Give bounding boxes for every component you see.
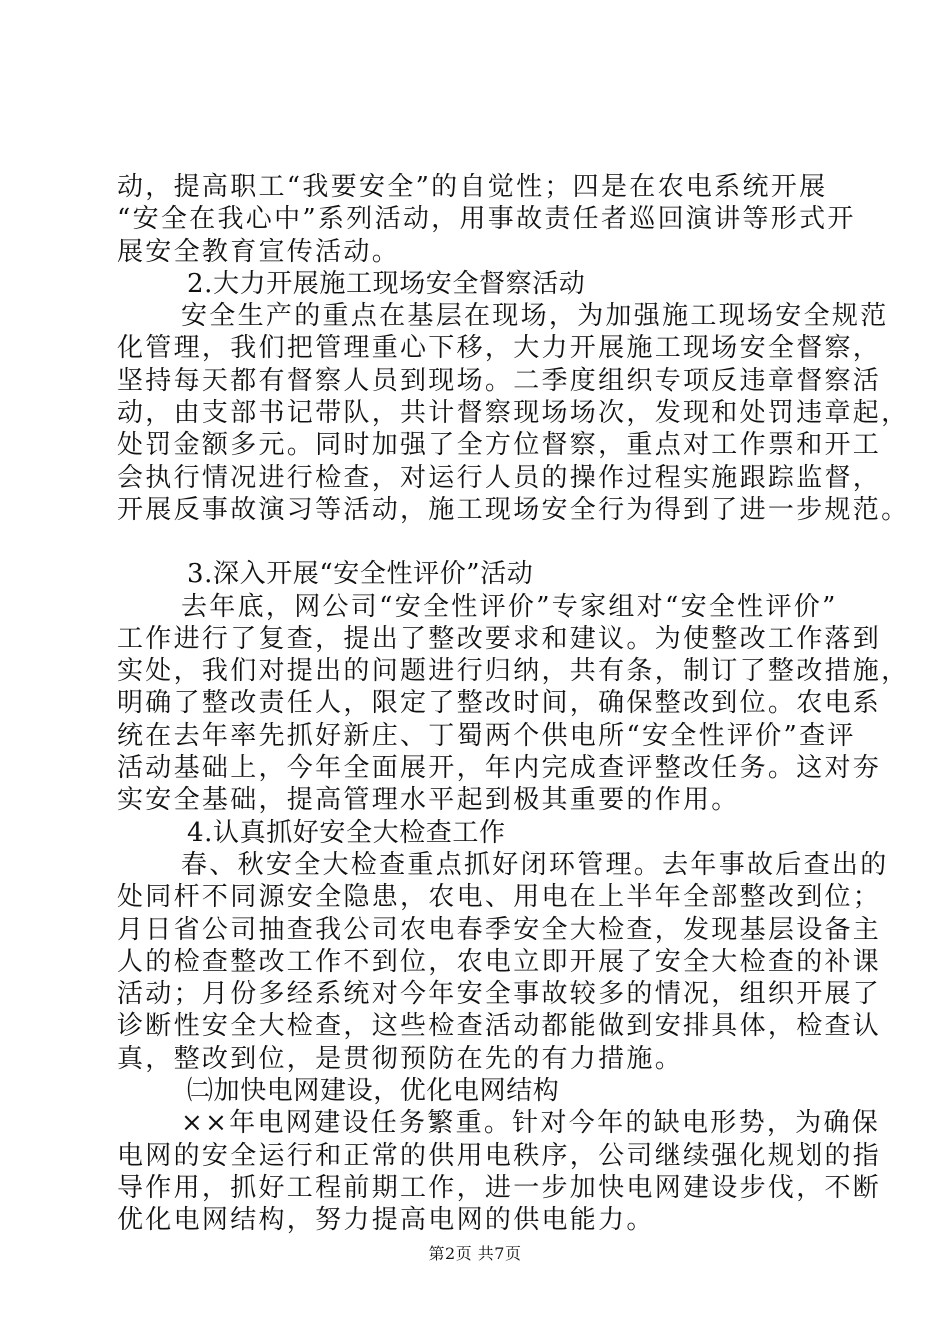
section-heading: 3.深入开展“安全性评价”活动 xyxy=(187,559,534,590)
paragraph-line: 活动；月份多经系统对今年安全事故较多的情况，组织开展了 xyxy=(117,979,882,1010)
section-heading: ㈡加快电网建设，优化电网结构 xyxy=(187,1076,560,1107)
paragraph-line: 动，由支部书记带队，共计督察现场场次，发现和处罚违章起， xyxy=(117,398,910,429)
paragraph-line: 展安全教育宣传活动。 xyxy=(117,236,401,267)
page-number-footer: 第2页 共7页 xyxy=(428,1244,522,1263)
paragraph-line: 真，整改到位，是贯彻预防在先的有力措施。 xyxy=(117,1043,684,1074)
paragraph-line: 实安全基础，提高管理水平起到极其重要的作用。 xyxy=(117,785,740,816)
section-heading: 4.认真抓好安全大检查工作 xyxy=(187,817,506,848)
paragraph-line: 明确了整改责任人，限定了整改时间，确保整改到位。农电系 xyxy=(117,688,882,719)
paragraph-line: 活动基础上，今年全面展开，年内完成查评整改任务。这对夯 xyxy=(117,753,882,784)
paragraph-line: 坚持每天都有督察人员到现场。二季度组织专项反违章督察活 xyxy=(117,365,882,396)
paragraph-line: 工作进行了复查，提出了整改要求和建议。为使整改工作落到 xyxy=(117,623,882,654)
paragraph-line: 月日省公司抽查我公司农电春季安全大检查，发现基层设备主 xyxy=(117,914,882,945)
section-heading: 2.大力开展施工现场安全督察活动 xyxy=(187,268,586,299)
paragraph-line: 会执行情况进行检查，对运行人员的操作过程实施跟踪监督， xyxy=(117,462,882,493)
paragraph-line: 导作用，抓好工程前期工作，进一步加快电网建设步伐，不断 xyxy=(117,1172,882,1203)
paragraph-line: 优化电网结构，努力提高电网的供电能力。 xyxy=(117,1205,655,1236)
paragraph-line: 春、秋安全大检查重点抓好闭环管理。去年事故后查出的 xyxy=(181,849,889,880)
paragraph-line: 安全生产的重点在基层在现场，为加强施工现场安全规范 xyxy=(181,301,889,332)
paragraph-line: 实处，我们对提出的问题进行归纳，共有条，制订了整改措施， xyxy=(117,656,910,687)
paragraph-line: 处罚金额多元。同时加强了全方位督察，重点对工作票和开工 xyxy=(117,430,882,461)
paragraph-line: 开展反事故演习等活动，施工现场安全行为得到了进一步规范。 xyxy=(117,494,910,525)
paragraph-line: 动，提高职工“我要安全”的自觉性；四是在农电系统开展 xyxy=(117,172,828,202)
paragraph-line: 去年底，网公司“安全性评价”专家组对“安全性评价” xyxy=(181,591,838,622)
paragraph-line: 诊断性安全大检查，这些检查活动都能做到安排具体，检查认 xyxy=(117,1011,882,1042)
paragraph-line: ××年电网建设任务繁重。针对今年的缺电形势，为确保 xyxy=(181,1108,881,1139)
paragraph-line: 统在去年率先抓好新庄、丁蜀两个供电所“安全性评价”查评 xyxy=(117,720,856,751)
document-body xyxy=(117,171,910,1237)
paragraph-line: 处同杆不同源安全隐患，农电、用电在上半年全部整改到位； xyxy=(117,882,882,913)
blank-line xyxy=(117,526,837,558)
paragraph-line: “安全在我心中”系列活动，用事故责任者巡回演讲等形式开 xyxy=(117,204,856,235)
paragraph-line: 化管理，我们把管理重心下移，大力开展施工现场安全督察， xyxy=(117,333,882,364)
paragraph-line: 电网的安全运行和正常的供用电秩序，公司继续强化规划的指 xyxy=(117,1140,882,1171)
paragraph-line: 人的检查整改工作不到位，农电立即开展了安全大检查的补课 xyxy=(117,946,882,977)
